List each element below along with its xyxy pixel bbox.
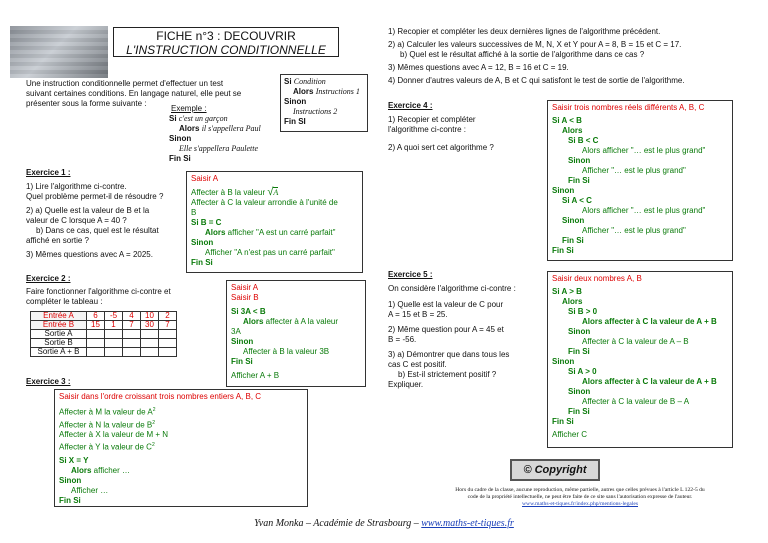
table-cell xyxy=(159,348,177,357)
ex2-algo-box: Saisir A Saisir B Si 3A < B Alors affecter à A la valeur 3A Sinon Affecter à B la valeur 3B Fin Si Afficher A + B xyxy=(226,280,366,387)
ex5-algo-box: Saisir deux nombres A, B Si A > B Alors Si B > 0 Alors affecter à C la valeur de A + B Sinon Affecter à C la valeur de A – B Fin Si Sinon Si A > 0 Alors affecter à C la valeur de A + B Sinon Affecter à C la valeur de B – A Fin Si Fin Si Afficher C xyxy=(547,271,733,448)
ex4-text: Exercice 4 : 1) Recopier et compléter l'algorithme ci-contre : 2) A quoi sert cet algorithme ? xyxy=(388,101,538,153)
table-cell: 10 xyxy=(141,312,159,321)
table-cell xyxy=(87,339,105,348)
table-cell xyxy=(123,348,141,357)
table-cell xyxy=(141,348,159,357)
ex5-text: Exercice 5 : On considère l'algorithme ci-contre : 1) Quelle est la valeur de C pour A = 15 et B = 25. 2) Même question pour A = 45 et B = -56. 3) a) Démontrer que dans tous les cas C est positif. b) Est-il strictement positif ? Expliquer. xyxy=(388,270,538,390)
table-cell: 2 xyxy=(159,312,177,321)
ex4-title: Exercice 4 : xyxy=(388,101,433,110)
table-cell: 4 xyxy=(123,312,141,321)
table-cell xyxy=(159,339,177,348)
sqrt-symbol: √ xyxy=(267,186,274,198)
table-cell xyxy=(105,348,123,357)
ex5-title: Exercice 5 : xyxy=(388,270,433,279)
table-row xyxy=(31,348,177,357)
copyright-badge: © Copyright xyxy=(510,459,600,481)
table-cell xyxy=(123,339,141,348)
table-cell xyxy=(141,339,159,348)
row-label: Sortie A + B xyxy=(31,348,87,357)
table-cell: 15 xyxy=(87,321,105,330)
table-cell xyxy=(87,348,105,357)
footer-author: Yvan Monka – Académie de Strasbourg – www.maths-et-tiques.fr xyxy=(254,518,514,529)
table-cell: 6 xyxy=(87,312,105,321)
title-line-1: FICHE n°3 : DECOUVRIR xyxy=(156,29,296,43)
table-cell xyxy=(159,330,177,339)
legal-link[interactable]: www.maths-et-tiques.fr/index.php/mentions-legales xyxy=(522,501,638,507)
title-line-2: L'INSTRUCTION CONDITIONNELLE xyxy=(126,43,326,57)
ex1-algo-box: Saisir A Affecter à B la valeur √A Affecter à C la valeur arrondie à l'unité de B Si B = C Alors afficher "A est un carré parfait" Sinon Afficher "A n'est pas un carré parfait" Fin Si xyxy=(186,171,363,273)
table-cell xyxy=(123,330,141,339)
ex3-questions: 1) Recopier et compléter les deux dernières lignes de l'algorithme précédent. 2) a) Calculer les valeurs successives de M, N, X et Y pour A = 8, B = 15 et C = 17. b) Quel est le résultat affiché à la sortie de l'algorithme dans ce cas ? 3) Mêmes questions avec A = 12, B = 16 et C = 19. 4) Donner d'autres valeurs de A, B et C qui satisfont le test de sortie de l'algorithme. xyxy=(388,27,685,85)
ex1-text: Exercice 1 : 1) Lire l'algorithme ci-contre. Quel problème permet-il de résoudre ? 2) a) Quelle est la valeur de B et la valeur de C lorsque A = 40 ? b) Dans ce cas, quel est le résultat affiché en sortie ? 3) Mêmes questions avec A = 2025. xyxy=(26,168,191,260)
row-label: Sortie A xyxy=(31,330,87,339)
ex3-algo-box: Saisir dans l'ordre croissant trois nombres entiers A, B, C Affecter à M la valeur de $A^2$ Affecter à N la valeur de $B^2$ Affecter à X la valeur de M + N Affecter à Y la valeur de $C^2$ Si X = Y Alors afficher … Sinon Afficher … Fin Si xyxy=(54,389,308,507)
table-cell xyxy=(105,339,123,348)
title-box xyxy=(113,27,339,57)
syntax-box: Si Condition Alors Instructions 1 Sinon Instructions 2 Fin SI xyxy=(280,74,368,132)
row-label: Entrée A xyxy=(31,312,87,321)
table-cell xyxy=(141,330,159,339)
intro-example: Exemple : Si c'est un garçon Alors il s'appellera Paul Sinon Elle s'appellera Paulette Fin Si xyxy=(169,104,261,163)
ex1-title: Exercice 1 : xyxy=(26,168,71,177)
table-cell xyxy=(105,330,123,339)
table-cell: 30 xyxy=(141,321,159,330)
ex2-table xyxy=(30,311,177,357)
table-cell: 1 xyxy=(105,321,123,330)
row-label: Sortie B xyxy=(31,339,87,348)
ex2-text: Exercice 2 : Faire fonctionner l'algorithme ci-contre et compléter le tableau : xyxy=(26,274,226,307)
ex3-title: Exercice 3 : xyxy=(26,377,71,386)
table-cell: 7 xyxy=(159,321,177,330)
table-cell: 7 xyxy=(123,321,141,330)
table-cell xyxy=(87,330,105,339)
row-label: Entrée B xyxy=(31,321,87,330)
photo-text-overlay xyxy=(10,26,108,78)
ex4-algo-box: Saisir trois nombres réels différents A, B, C Si A < B Alors Si B < C Alors afficher "… est le plus grand" Sinon Afficher "… est le plus grand" Fin Si Sinon Si A < C Alors afficher "… est le plus grand" Sinon Afficher "… est le plus grand" Fin Si Fin Si xyxy=(547,100,733,261)
site-link[interactable]: www.maths-et-tiques.fr xyxy=(421,518,514,529)
intro-text: Une instruction conditionnelle permet d'effectuer un test suivant certaines conditions. En langage naturel, elle peut se présenter sous la forme suivante : xyxy=(26,79,242,108)
ex2-title: Exercice 2 : xyxy=(26,274,71,283)
table-cell: -5 xyxy=(105,312,123,321)
legal-notice: Hors du cadre de la classe, aucune reproduction, même partielle, autres que celles prévues à l'article L 122-5 du code de la propriété intellectuelle, ne peut être faite de ce site sans l'autorisation expresse de l'auteur. www.maths-et-tiques.fr/index.php/mentions-legales xyxy=(395,487,765,508)
